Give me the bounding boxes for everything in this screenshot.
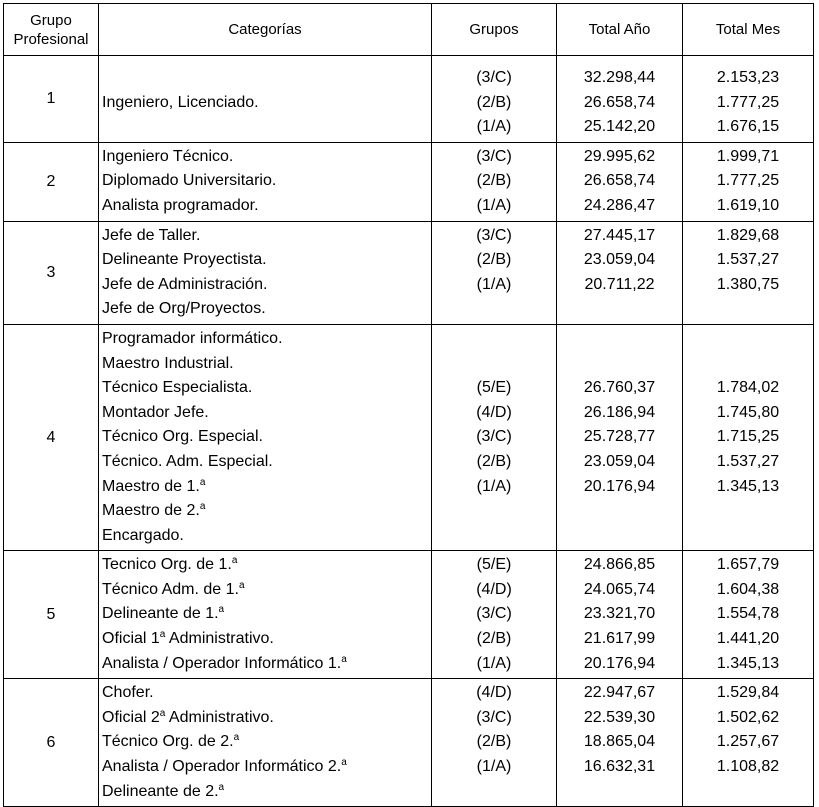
- header-row: [4, 4, 814, 56]
- group-row: [4, 679, 814, 807]
- annual-cell: [557, 324, 683, 550]
- level-value: (2/B): [476, 452, 512, 470]
- level-cell: [432, 142, 557, 221]
- level-value: (1/A): [476, 477, 512, 495]
- annual-value: 26.658,74: [583, 93, 656, 111]
- category-label: [99, 780, 431, 805]
- annual-cell: [557, 221, 683, 324]
- group-number: 4: [4, 324, 99, 550]
- category-label: [99, 755, 431, 780]
- header-total-anio: Total Año: [557, 4, 683, 56]
- annual-value: 32.298,44: [583, 69, 656, 86]
- level-value: (3/C): [476, 147, 512, 165]
- level-cell: [432, 679, 557, 807]
- annual-value: 26.658,74: [583, 172, 656, 190]
- group-number: 1: [4, 56, 99, 143]
- category-text: Oficial 1: [102, 630, 160, 648]
- category-text-suffix: Administrativo.: [165, 630, 274, 648]
- category-label: [99, 273, 431, 298]
- monthly-value: [683, 524, 813, 549]
- category-text: Técnico Especialista.: [102, 379, 253, 397]
- level-cell: [432, 56, 557, 143]
- category-label: [99, 352, 431, 377]
- annual-value: 20.176,94: [583, 654, 656, 672]
- header-grupo-line-2: Profesional: [13, 30, 89, 48]
- level-cell: [432, 221, 557, 324]
- group-number: 3: [4, 221, 99, 324]
- level-value: (2/B): [476, 93, 512, 111]
- monthly-value: 1.537,27: [716, 452, 780, 470]
- annual-value: 16.632,31: [583, 758, 656, 776]
- level-value: [432, 524, 556, 549]
- category-label: [99, 248, 431, 273]
- annual-value: 25.142,20: [583, 118, 656, 136]
- category-text: Jefe de Org/Proyectos.: [102, 300, 266, 318]
- category-text: Técnico Org. de 2.: [102, 733, 234, 751]
- monthly-value: 1.345,13: [716, 654, 780, 672]
- category-label: [99, 169, 431, 194]
- monthly-cell: [683, 551, 814, 679]
- category-label: [99, 524, 431, 549]
- annual-value: 23.059,04: [583, 452, 656, 470]
- monthly-cell: [683, 221, 814, 324]
- category-text: Maestro Industrial.: [102, 354, 234, 372]
- monthly-cell: [683, 142, 814, 221]
- category-text: Encargado.: [102, 526, 184, 544]
- category-text: Montador Jefe.: [102, 403, 209, 421]
- annual-value: 26.760,37: [583, 379, 656, 397]
- monthly-cell: [683, 679, 814, 807]
- category-cell: [99, 679, 432, 807]
- ordinal-superscript: a: [238, 579, 245, 591]
- category-text: Maestro de 2.: [102, 502, 200, 520]
- category-text: Jefe de Taller.: [102, 226, 201, 244]
- annual-value: 20.711,22: [584, 275, 655, 293]
- level-value: [432, 327, 556, 352]
- category-label: [99, 681, 431, 706]
- category-label: [99, 450, 431, 475]
- monthly-value: 1.829,68: [716, 226, 780, 244]
- level-value: (5/E): [476, 379, 512, 397]
- annual-value: [557, 352, 682, 377]
- annual-value: 24.286,47: [583, 196, 656, 214]
- category-text: Analista / Operador Informático 2.: [102, 758, 342, 776]
- level-value: (3/C): [476, 226, 512, 244]
- level-value: (2/B): [476, 733, 512, 751]
- category-label: [99, 602, 431, 627]
- monthly-value: 1.745,80: [716, 403, 780, 421]
- category-cell: [99, 324, 432, 550]
- annual-value: 18.865,04: [583, 733, 656, 751]
- monthly-cell: [683, 324, 814, 550]
- category-text: Delineante de 2.: [102, 782, 219, 800]
- monthly-value: 1.537,27: [716, 251, 780, 269]
- monthly-value: 1.676,15: [716, 118, 780, 136]
- category-label: [99, 730, 431, 755]
- monthly-value: 1.380,75: [716, 275, 780, 293]
- category-label: [99, 475, 431, 500]
- group-row: [4, 324, 814, 550]
- group-row: [4, 551, 814, 679]
- level-value: (5/E): [476, 556, 512, 574]
- category-cell: [99, 221, 432, 324]
- annual-cell: [557, 679, 683, 807]
- level-value: (1/A): [476, 118, 512, 136]
- category-label: [99, 145, 431, 170]
- annual-value: 22.539,30: [583, 708, 656, 726]
- ordinal-superscript: a: [199, 476, 206, 488]
- level-value: (1/A): [476, 758, 512, 776]
- monthly-value: 1.108,82: [716, 758, 780, 776]
- group-row: [4, 142, 814, 221]
- group-number: 5: [4, 551, 99, 679]
- category-text: Ingeniero Técnico.: [102, 147, 234, 165]
- level-value: (1/A): [476, 196, 512, 214]
- ordinal-superscript: a: [341, 653, 347, 665]
- ordinal-superscript: a: [218, 604, 225, 616]
- level-value: (4/D): [476, 403, 512, 421]
- monthly-value: 1.999,71: [716, 147, 780, 165]
- category-text: Analista programador.: [102, 196, 259, 214]
- monthly-value: 1.604,38: [716, 580, 780, 598]
- annual-value: [557, 780, 682, 805]
- monthly-value: 1.619,10: [716, 196, 780, 214]
- salary-table: [3, 3, 814, 807]
- ordinal-superscript: a: [341, 757, 347, 769]
- ordinal-superscript: a: [233, 732, 240, 744]
- level-value: (3/C): [476, 69, 512, 86]
- category-label: [99, 297, 431, 322]
- ordinal-superscript: a: [199, 501, 206, 513]
- monthly-value: [683, 327, 813, 352]
- annual-value: [557, 524, 682, 549]
- ordinal-superscript: a: [159, 707, 166, 719]
- annual-value: [557, 327, 682, 352]
- level-value: [432, 780, 556, 805]
- monthly-value: [683, 499, 813, 524]
- annual-value: 27.445,17: [583, 226, 656, 244]
- annual-value: 25.728,77: [583, 428, 656, 446]
- level-cell: [432, 324, 557, 550]
- annual-value: [557, 297, 682, 322]
- monthly-value: 1.345,13: [716, 477, 780, 495]
- level-value: (4/D): [476, 580, 512, 598]
- category-text: Chofer.: [102, 684, 154, 702]
- ordinal-superscript: a: [231, 555, 238, 567]
- group-number: 6: [4, 679, 99, 807]
- category-label: [99, 706, 431, 731]
- level-value: (3/C): [476, 605, 512, 623]
- category-text-suffix: Administrativo.: [165, 708, 274, 726]
- level-value: (1/A): [476, 275, 512, 293]
- annual-value: [557, 499, 682, 524]
- category-text: Programador informático.: [102, 329, 283, 347]
- header-categorias: Categorías: [99, 4, 432, 56]
- annual-value: 22.947,67: [583, 684, 656, 702]
- level-value: (2/B): [476, 172, 512, 190]
- category-label: [99, 627, 431, 652]
- category-text: Jefe de Administración.: [102, 275, 268, 293]
- header-grupo-line-1: Grupo: [30, 11, 72, 29]
- monthly-value: [683, 297, 813, 322]
- category-label: [99, 553, 431, 578]
- category-label: [99, 194, 431, 219]
- category-text: Delineante Proyectista.: [102, 251, 267, 269]
- annual-value: 24.065,74: [583, 580, 656, 598]
- level-value: (1/A): [476, 654, 512, 672]
- category-cell: [99, 142, 432, 221]
- category-label: [99, 66, 431, 91]
- monthly-cell: [683, 56, 814, 143]
- annual-value: 21.617,99: [583, 630, 656, 648]
- monthly-value: 2.153,23: [716, 69, 780, 86]
- category-text: Analista / Operador Informático 1.: [102, 654, 342, 672]
- level-value: [432, 352, 556, 377]
- level-value: (2/B): [476, 251, 512, 269]
- level-value: (4/D): [476, 684, 512, 702]
- monthly-value: 1.777,25: [716, 172, 780, 190]
- header-grupo-profesional: [4, 4, 99, 56]
- category-label: [99, 91, 431, 116]
- group-number: 2: [4, 142, 99, 221]
- annual-cell: [557, 551, 683, 679]
- category-label: [99, 652, 431, 677]
- category-text: Ingeniero, Licenciado.: [102, 93, 259, 111]
- category-label: [99, 578, 431, 603]
- category-text: Técnico Org. Especial.: [102, 428, 263, 446]
- group-row: [4, 56, 814, 143]
- annual-value: 23.321,70: [583, 605, 656, 623]
- category-cell: [99, 551, 432, 679]
- header-grupos: Grupos: [432, 4, 557, 56]
- monthly-value: 1.257,67: [716, 733, 780, 751]
- level-value: [432, 297, 556, 322]
- monthly-value: [683, 780, 813, 805]
- group-row: [4, 221, 814, 324]
- category-label: [99, 115, 431, 140]
- annual-value: 20.176,94: [583, 477, 656, 495]
- category-text: Técnico. Adm. Especial.: [102, 452, 273, 470]
- annual-value: 29.995,62: [583, 147, 656, 165]
- category-label: [99, 499, 431, 524]
- category-label: [99, 224, 431, 249]
- category-label: [99, 401, 431, 426]
- monthly-value: 1.777,25: [716, 93, 780, 111]
- category-label: [99, 376, 431, 401]
- level-cell: [432, 551, 557, 679]
- monthly-value: 1.657,79: [716, 556, 780, 574]
- category-label: [99, 425, 431, 450]
- monthly-value: 1.715,25: [716, 428, 780, 446]
- monthly-value: 1.554,78: [716, 605, 780, 623]
- annual-value: 23.059,04: [583, 251, 656, 269]
- annual-cell: [557, 56, 683, 143]
- level-value: (3/C): [476, 708, 512, 726]
- category-text: Tecnico Org. de 1.: [102, 556, 232, 574]
- monthly-value: 1.441,20: [716, 630, 780, 648]
- category-text: Técnico Adm. de 1.: [102, 580, 239, 598]
- category-label: [99, 327, 431, 352]
- annual-value: 26.186,94: [583, 403, 656, 421]
- category-text: Diplomado Universitario.: [102, 172, 277, 190]
- level-value: (2/B): [476, 630, 512, 648]
- annual-value: 24.866,85: [583, 556, 656, 574]
- ordinal-superscript: a: [218, 781, 225, 793]
- level-value: (3/C): [476, 428, 512, 446]
- level-value: [432, 499, 556, 524]
- category-cell: [99, 56, 432, 143]
- annual-cell: [557, 142, 683, 221]
- header-total-mes: Total Mes: [683, 4, 814, 56]
- category-text: Maestro de 1.: [102, 477, 200, 495]
- table-body: [4, 56, 814, 807]
- monthly-value: 1.784,02: [716, 379, 780, 397]
- monthly-value: 1.502,62: [716, 708, 780, 726]
- monthly-value: [683, 352, 813, 377]
- category-text: Delineante de 1.: [102, 605, 219, 623]
- category-text: Oficial 2: [102, 708, 160, 726]
- ordinal-superscript: a: [159, 629, 166, 641]
- monthly-value: 1.529,84: [716, 684, 780, 702]
